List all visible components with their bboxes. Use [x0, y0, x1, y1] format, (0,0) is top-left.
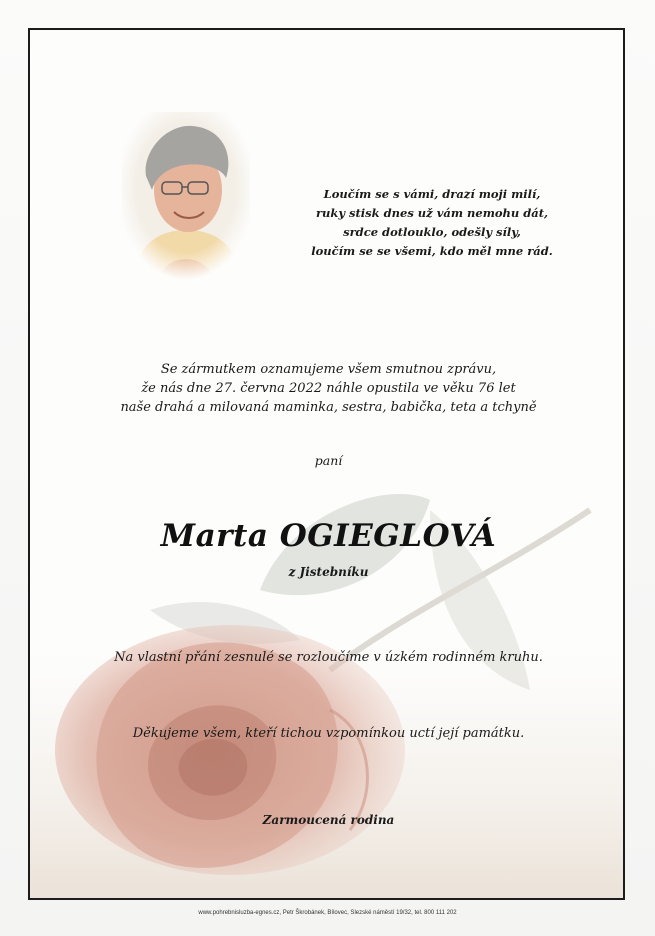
- poem-line: srdce dotlouklo, odešly síly,: [343, 225, 521, 239]
- farewell-note: Na vlastní přání zesnulé se rozloučíme v úzkém rodinném kruhu.: [114, 650, 543, 665]
- deceased-origin: z Jistebníku: [288, 565, 369, 579]
- announcement-line: že nás dne 27. června 2022 náhle opustila ve věku 76 let: [141, 381, 516, 396]
- poem-line: ruky stisk dnes už vám nemohu dát,: [315, 206, 549, 220]
- poem-line: Loučím se s vámi, drazí moji milí,: [323, 187, 541, 201]
- farewell-poem: [292, 185, 572, 261]
- deceased-name: Marta OGIEGLOVÁ: [160, 518, 497, 554]
- funeral-service-footer: www.pohrebnisluzba-egnes.cz, Petr Škrobánek, Bílovec, Slezské náměstí 19/32, tel. 800 111 202: [198, 910, 457, 916]
- portrait-photo: [122, 112, 250, 280]
- poem-line: loučím se se všemi, kdo měl mne rád.: [311, 244, 553, 258]
- announcement-line: Se zármutkem oznamujeme všem smutnou zprávu,: [160, 362, 497, 377]
- death-announcement: [30, 360, 625, 417]
- thanks-note: Děkujeme všem, kteří tichou vzpomínkou uctí její památku.: [132, 726, 525, 741]
- black-border-frame: [28, 28, 625, 900]
- announcement-line: naše drahá a milovaná maminka, sestra, babička, teta a tchyně: [120, 400, 537, 415]
- family-signature: Zarmoucená rodina: [262, 813, 395, 827]
- salutation: paní: [314, 453, 343, 468]
